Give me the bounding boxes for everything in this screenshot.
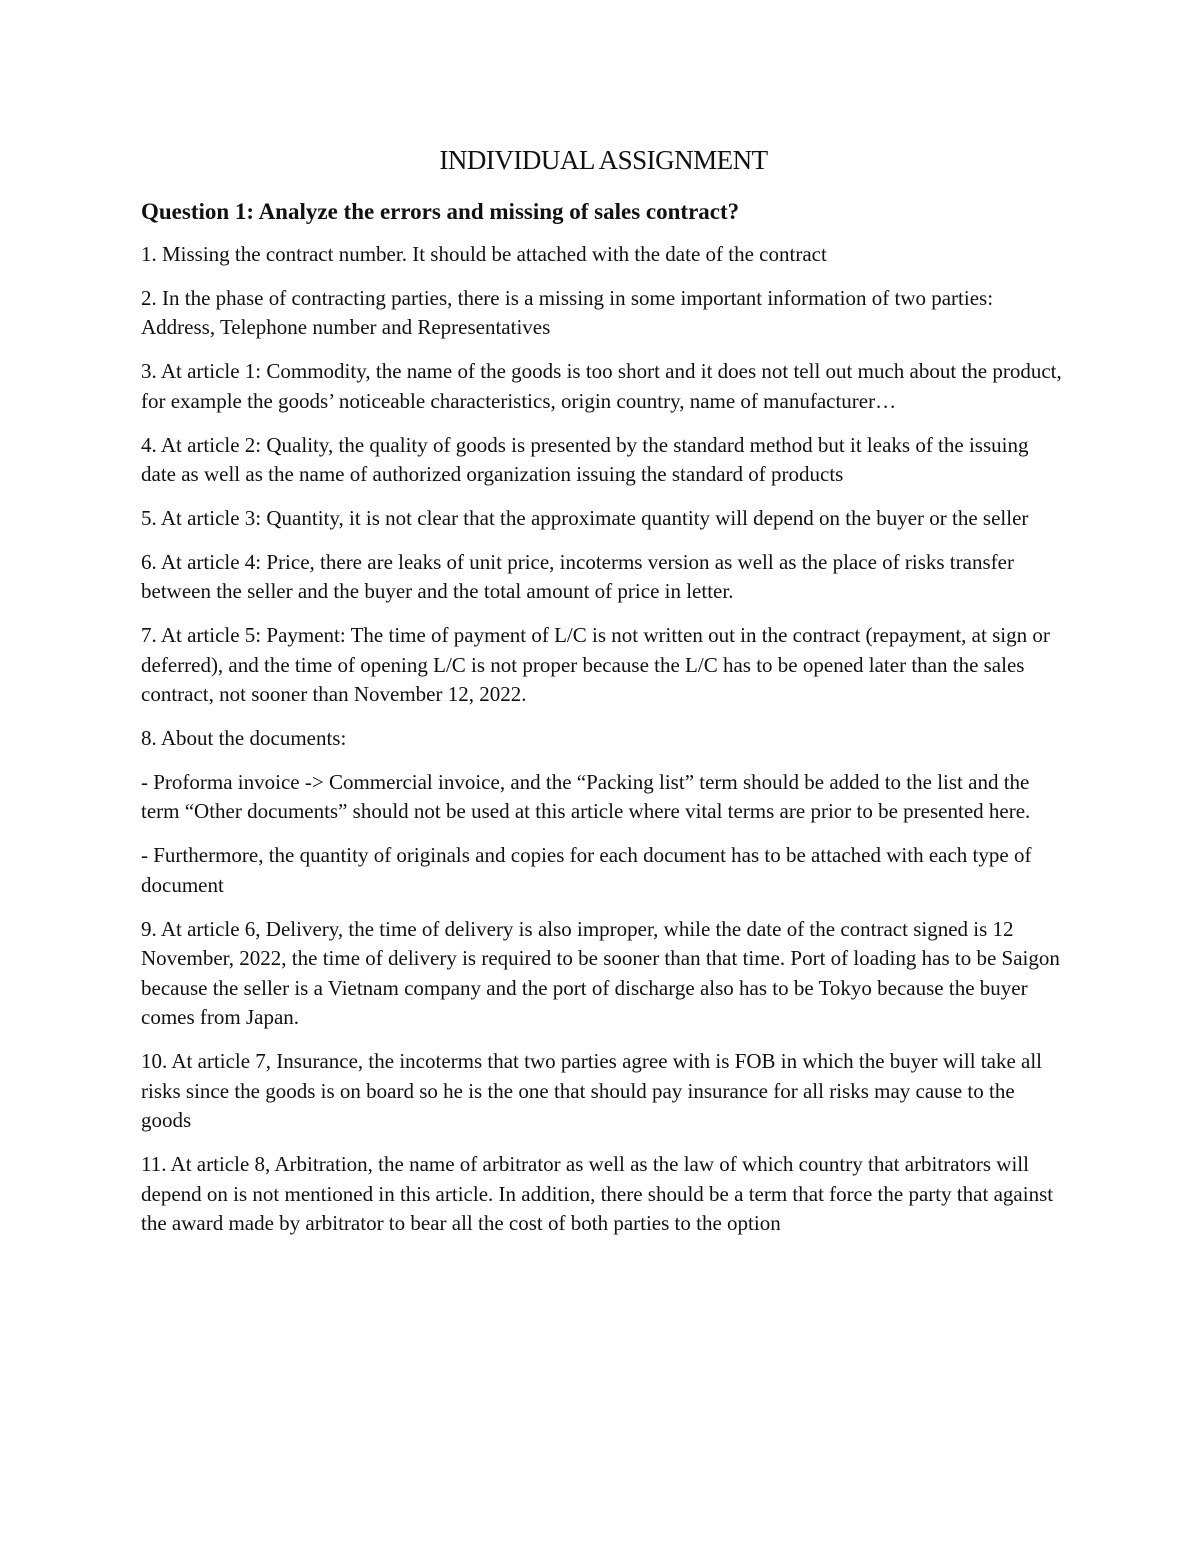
paragraph-2: 2. In the phase of contracting parties, there is a missing in some important information of two parties: Address, Telephone number and Representatives — [141, 285, 994, 340]
paragraph-3: 3. At article 1: Commodity, the name of the goods is too short and it does not tell out much about the product, for example the goods’ noticeable characteristics, origin country, name of manufacturer… — [141, 359, 1062, 413]
document-title: INDIVIDUAL ASSIGNMENT — [439, 145, 768, 175]
paragraph-8-item-1: - Proforma invoice -> Commercial invoice, and the “Packing list” term should be added to the list and the term “Other documents” should not be used at this article where vital terms are prior to be presented here. — [141, 769, 1031, 824]
paragraph-11: 11. At article 8, Arbitration, the name of arbitrator as well as the law of which country that arbitrators will depend on is not mentioned in this article. In addition, there should be a term that force the party that against the award made by arbitrator to bear all the cost of both parties to the option — [141, 1152, 1054, 1236]
paragraph-7: 7. At article 5: Payment: The time of payment of L/C is not written out in the contract (repayment, at sign or deferred), and the time of opening L/C is not proper because the L/C has to be opened later than the sales contract, not sooner than November 12, 2022. — [141, 623, 1050, 707]
paragraph-8-item-2: - Furthermore, the quantity of originals and copies for each document has to be attached with each type of document — [141, 843, 1032, 897]
paragraph-1: 1. Missing the contract number. It should be attached with the date of the contract — [141, 242, 827, 266]
document-body — [141, 140, 1066, 1253]
paragraph-4: 4. At article 2: Quality, the quality of goods is presented by the standard method but it leaks of the issuing date as well as the name of authorized organization issuing the standard of products — [141, 432, 1029, 487]
paragraph-6: 6. At article 4: Price, there are leaks of unit price, incoterms version as well as the place of risks transfer between the seller and the buyer and the total amount of price in letter. — [141, 549, 1014, 604]
paragraph-9: 9. At article 6, Delivery, the time of delivery is also improper, while the date of the contract signed is 12 November, 2022, the time of delivery is required to be sooner than that time. Port of loading has to be Saigon because the seller is a Vietnam company and the port of discharge also has to be Tokyo because the buyer comes from Japan. — [141, 916, 1060, 1030]
paragraph-8: 8. About the documents: — [141, 726, 347, 751]
paragraph-5: 5. At article 3: Quantity, it is not clear that the approximate quantity will depend on the buyer or the seller — [141, 505, 1029, 530]
question-heading: Question 1: Analyze the errors and missing of sales contract? — [141, 199, 740, 224]
paragraph-10: 10. At article 7, Insurance, the incoterms that two parties agree with is FOB in which the buyer will take all risks since the goods is on board so he is the one that should pay insurance for all risks may cause to the goods — [141, 1049, 1043, 1133]
